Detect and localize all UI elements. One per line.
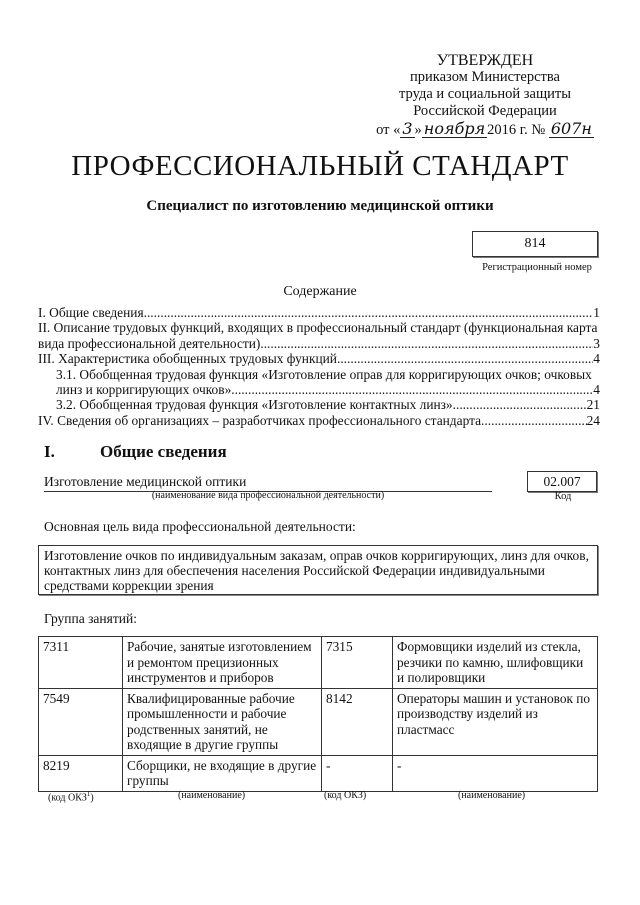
okz-code-cell: 7315	[322, 637, 393, 689]
okz-code-cell: 8219	[39, 755, 123, 791]
okz-code-cell: 8142	[322, 688, 393, 755]
okz-code-cell: 7311	[39, 637, 123, 689]
date-day-close: »	[414, 122, 422, 138]
table-row	[39, 755, 598, 791]
approval-line-1: приказом Министерства	[410, 69, 560, 85]
toc-item[interactable]: III. Характеристика обобщенных трудовых функций ..... 4	[38, 351, 600, 366]
section-number: I.	[44, 442, 55, 461]
section-title: Общие сведения	[100, 442, 227, 461]
approval-block	[350, 52, 620, 139]
table-row	[39, 688, 598, 755]
caption-name2: (наименование)	[458, 790, 526, 801]
activity-code-caption: Код	[554, 491, 572, 502]
approval-heading: УТВЕРЖДЕН	[436, 52, 534, 69]
approval-date-line	[350, 120, 620, 139]
toc-item[interactable]: 3.1. Обобщенная трудовая функция «Изготовление оправ для корригирующих очков; очковых	[56, 366, 592, 382]
goal-text-box: Изготовление очков по индивидуальным заказам, оправ очков корригирующих, линз для очков, контактных линз для обеспечения населения Российской Федерации индивидуальными средствами коррекции зрения	[38, 545, 598, 595]
okz-name-cell: -	[393, 755, 598, 791]
caption-code1: (код ОКЗ$^1$)	[48, 790, 94, 804]
toc-item[interactable]: IV. Сведения об организациях – разработчиках профессионального стандарта ..... 24	[38, 413, 600, 428]
okz-name-cell: Квалифицированные рабочие промышленности и рабочие родственных занятий, не входящие в другие группы	[123, 688, 322, 755]
caption-name1: (наименование)	[178, 790, 246, 801]
page-subtitle: Специалист по изготовлению медицинской оптики	[146, 198, 494, 214]
approval-line-2: труда и социальной защиты	[399, 86, 571, 102]
handwritten-day: 3	[402, 119, 413, 138]
toc-item[interactable]: II. Описание трудовых функций, входящих в профессиональный стандарт (функциональная карта	[38, 320, 598, 336]
date-prefix: от «	[376, 122, 401, 138]
registration-number-box: 814	[472, 231, 598, 257]
activity-code-box: 02.007	[527, 471, 597, 492]
occupation-group-table	[38, 636, 598, 792]
toc-title: Содержание	[283, 284, 357, 299]
okz-name-cell: Операторы машин и установок по производству изделий из пластмасс	[393, 688, 598, 755]
activity-name: Изготовление медицинской оптики	[44, 474, 492, 492]
table-row	[39, 637, 598, 689]
group-label: Группа занятий:	[44, 611, 137, 626]
date-year: 2016 г. №	[487, 122, 546, 138]
page-title: ПРОФЕССИОНАЛЬНЫЙ СТАНДАРТ	[71, 150, 569, 182]
toc-item[interactable]: вида профессиональной деятельности) ..... 3	[38, 336, 600, 351]
handwritten-order-number: 607н	[550, 119, 592, 138]
approval-line-3: Российской Федерации	[413, 103, 557, 119]
activity-name-caption: (наименование вида профессиональной деятельности)	[151, 490, 385, 501]
okz-code-cell: -	[322, 755, 393, 791]
okz-name-cell: Рабочие, занятые изготовлением и ремонтом прецизионных инструментов и приборов	[123, 637, 322, 689]
caption-code2: (код ОКЗ)	[324, 790, 367, 801]
goal-label: Основная цель вида профессиональной деятельности:	[44, 519, 356, 534]
okz-code-cell: 7549	[39, 688, 123, 755]
okz-name-cell: Сборщики, не входящие в другие группы	[123, 755, 322, 791]
okz-name-cell: Формовщики изделий из стекла, резчики по камню, шлифовщики и полировщики	[393, 637, 598, 689]
handwritten-month: ноября	[423, 119, 486, 138]
toc-item[interactable]: линз и корригирующих очков» ..... 4	[38, 382, 600, 397]
footnote-mark[interactable]: 1	[86, 790, 91, 798]
section-heading	[38, 442, 227, 462]
registration-number-label: Регистрационный номер	[482, 262, 592, 273]
toc-item[interactable]: 3.2. Обобщенная трудовая функция «Изготовление контактных линз» ..... 21	[38, 397, 600, 412]
toc-item[interactable]: I. Общие сведения ..... 1	[38, 305, 600, 320]
table-of-contents	[38, 305, 600, 428]
